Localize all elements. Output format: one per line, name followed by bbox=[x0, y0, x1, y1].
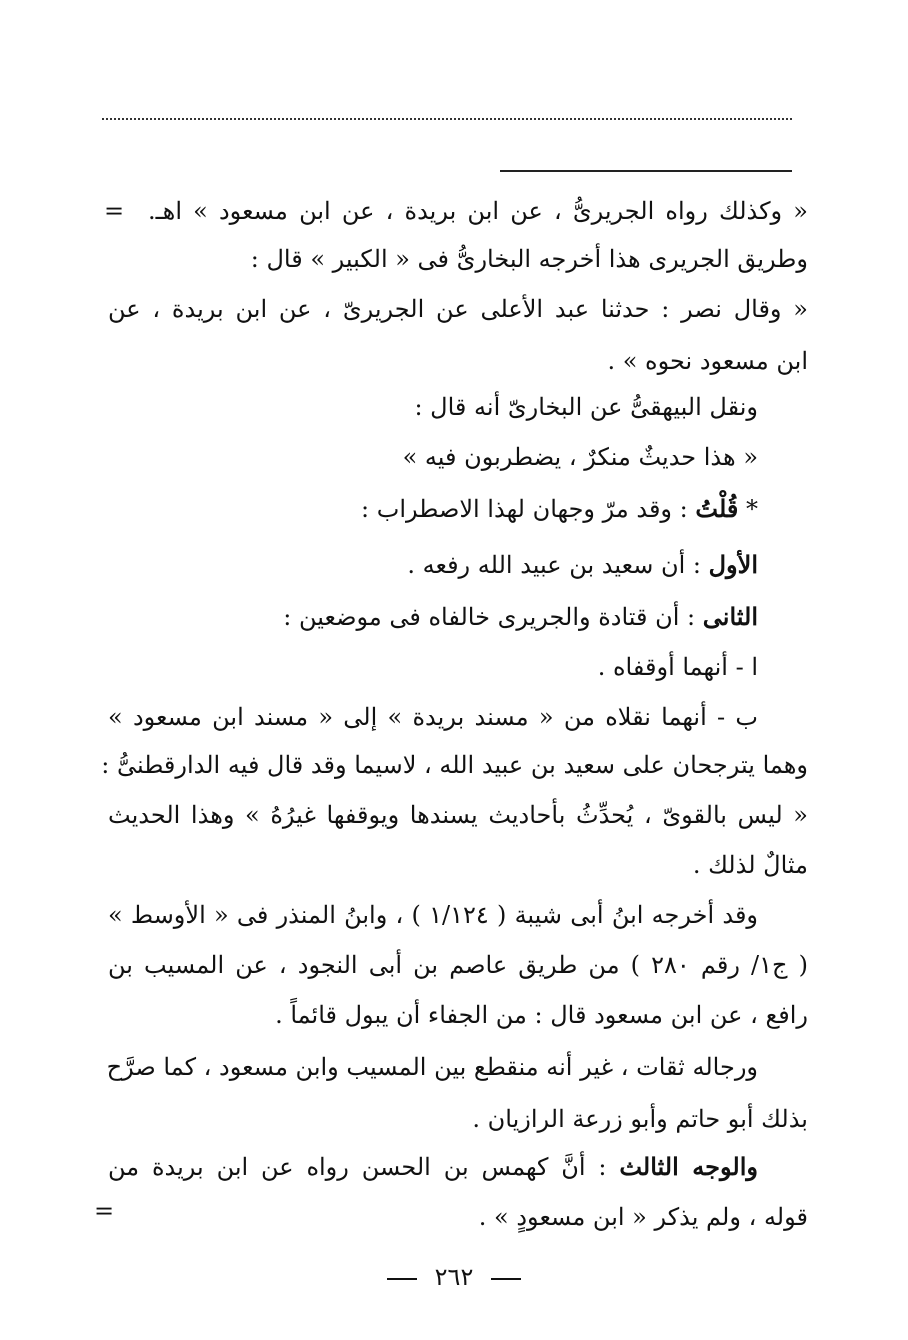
text-line-17: رافع ، عن ابن مسعود قال : من الجفاء أن يبول قائماً . bbox=[275, 1001, 808, 1029]
first-text: : أن سعيد بن عبيد الله رفعه . bbox=[407, 551, 701, 579]
text-line-14: مثالٌ لذلك . bbox=[692, 851, 808, 879]
header-dotted-rule bbox=[102, 118, 792, 120]
text-line-1: « وكذلك رواه الجريرىُّ ، عن ابن بريدة ، عن ابن مسعود » اهـ. bbox=[148, 197, 808, 225]
qultu-label: قُلْتُ bbox=[695, 494, 739, 523]
note-text: : وقد مرّ وجهان لهذا الاصطراب : bbox=[361, 495, 688, 523]
text-line-15: وقد أخرجه ابنُ أبى شيبة ( ١/١٢٤ ) ، وابنُ المنذر فى « الأوسط » bbox=[108, 901, 759, 929]
third-aspect-label: والوجه الثالث bbox=[619, 1152, 758, 1181]
text-line-16: ( ج١/ رقم ٢٨٠ ) من طريق عاصم بن أبى النجود ، عن المسيب بن bbox=[108, 951, 809, 979]
continuation-mark-top: = bbox=[104, 197, 125, 225]
third-aspect-text: : أنَّ كهمس بن الحسن رواه عن ابن بريدة من bbox=[108, 1153, 607, 1181]
text-line-20 bbox=[108, 1152, 758, 1184]
text-line-12: وهما يترجحان على سعيد بن عبيد الله ، لاسيما وقد قال فيه الدارقطنىُّ : bbox=[101, 751, 808, 779]
footer-dash-left bbox=[387, 1278, 417, 1280]
text-line-4: ابن مسعود نحوه » . bbox=[607, 347, 808, 375]
note-line-7 bbox=[361, 494, 758, 526]
footer-dash-right bbox=[491, 1278, 521, 1280]
sub-point-b: ب - أنهما نقلاه من « مسند بريدة » إلى « مسند ابن مسعود » bbox=[108, 703, 758, 731]
text-line-18: ورجاله ثقات ، غير أنه منقطع بين المسيب وابن مسعود ، كما صرَّح bbox=[106, 1053, 758, 1081]
text-line-3: « وقال نصر : حدثنا عبد الأعلى عن الجريرىّ ، عن ابن بريدة ، عن bbox=[108, 295, 808, 323]
text-line-5: ونقل البيهقىُّ عن البخارىّ أنه قال : bbox=[414, 393, 758, 421]
second-text: : أن قتادة والجريرى خالفاه فى موضعين : bbox=[283, 603, 696, 631]
footnote-separator-rule bbox=[500, 170, 792, 172]
quote-line-6: « هذا حديثٌ منكرٌ ، يضطربون فيه » bbox=[402, 443, 758, 471]
point-first bbox=[407, 550, 758, 582]
continuation-mark-bottom: = bbox=[94, 1197, 115, 1225]
point-second bbox=[283, 602, 758, 634]
second-label: الثانى bbox=[702, 602, 758, 631]
text-line-19: بذلك أبو حاتم وأبو زرعة الرازيان . bbox=[472, 1105, 808, 1133]
sub-point-a: ا - أنهما أوقفاه . bbox=[597, 653, 758, 681]
star-marker: * bbox=[746, 495, 758, 523]
text-line-21: قوله ، ولم يذكر « ابن مسعودٍ » . bbox=[478, 1203, 808, 1231]
page-number: ٢٦٢ bbox=[434, 1263, 474, 1291]
text-line-2: وطريق الجريرى هذا أخرجه البخارىُّ فى « الكبير » قال : bbox=[250, 245, 808, 273]
page-footer bbox=[0, 1262, 908, 1292]
first-label: الأول bbox=[708, 550, 758, 579]
text-line-13: « ليس بالقوىّ ، يُحدِّثُ بأحاديث يسندها ويوقفها غيرُهُ » وهذا الحديث bbox=[108, 801, 808, 829]
